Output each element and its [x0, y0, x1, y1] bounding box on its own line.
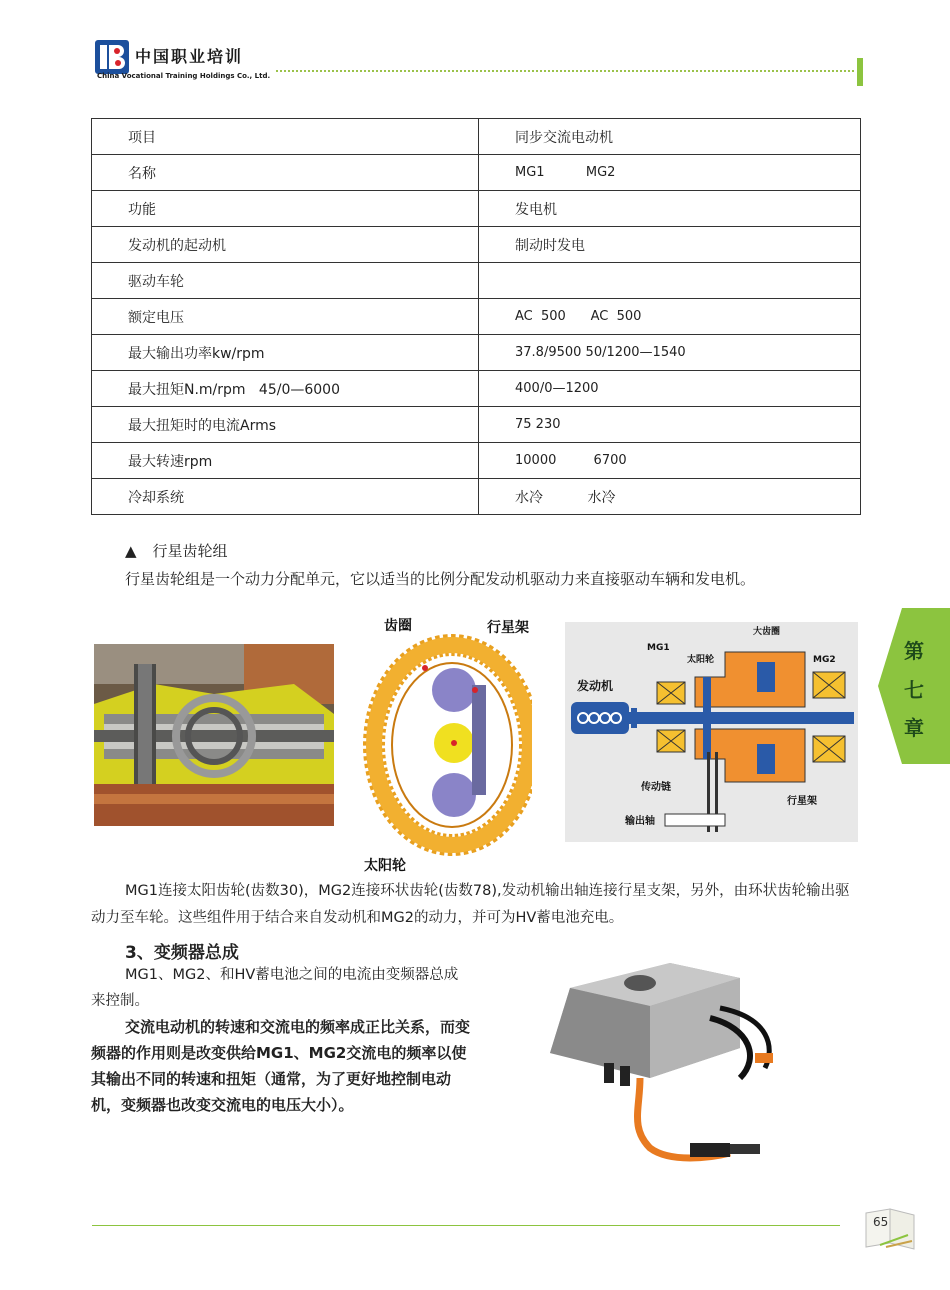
table-row [92, 299, 861, 335]
table-row [92, 335, 861, 371]
chapter-char-3: 章 [904, 716, 924, 740]
table-row [92, 263, 861, 299]
row-value: 同步交流电动机 [479, 119, 861, 155]
big-ring-label: 大齿圈 [753, 627, 781, 637]
open-book-icon [860, 1205, 920, 1255]
ring-gear-label: 齿圈 [384, 618, 412, 634]
output-shaft-label: 输出轴 [625, 816, 655, 827]
row-label: 最大扭矩N.m/rpm 45/0—6000 [92, 371, 479, 407]
transmission-cutaway-photo [94, 644, 334, 826]
chapter-char-2: 七 [904, 678, 924, 702]
row-value: 水冷 水冷 [479, 479, 861, 515]
engine-label: 发动机 [577, 679, 614, 693]
company-logo [95, 40, 129, 74]
planetary-gear-illustration [362, 610, 532, 875]
planetary-title: 行星齿轮组 [152, 542, 228, 560]
mg2-label: MG2 [813, 655, 836, 665]
table-row [92, 227, 861, 263]
row-label: 最大输出功率kw/rpm [92, 335, 479, 371]
sun-gear-label: 太阳轮 [364, 858, 406, 874]
planetary-heading [125, 540, 228, 561]
row-label: 项目 [92, 119, 479, 155]
chapter-char-1: 第 [904, 639, 924, 663]
row-label: 冷却系统 [92, 479, 479, 515]
row-label: 发动机的起动机 [92, 227, 479, 263]
row-label: 额定电压 [92, 299, 479, 335]
row-value: 400/0—1200 [479, 371, 861, 407]
row-value: 37.8/9500 50/1200—1540 [479, 335, 861, 371]
table-row [92, 479, 861, 515]
inverter-assembly-photo [540, 948, 780, 1168]
diagram-sun-label: 太阳轮 [687, 655, 715, 665]
table-row [92, 191, 861, 227]
table-row [92, 407, 861, 443]
row-label: 最大转速rpm [92, 443, 479, 479]
brand-name-en: China Vocational Training Holdings Co., Ltd. [97, 72, 271, 80]
table-row [92, 443, 861, 479]
table-row [92, 371, 861, 407]
row-label: 名称 [92, 155, 479, 191]
row-label: 最大扭矩时的电流Arms [92, 407, 479, 443]
header-divider [276, 70, 854, 72]
inverter-paragraph-2: 交流电动机的转速和交流电的频率成正比关系，而变频器的作用则是改变供给MG1、MG2交流电的频率以使其输出不同的转速和扭矩（通常，为了更好地控制电动机，变频器也改变交流电的电压大小）。 [91, 1018, 471, 1114]
row-label: 功能 [92, 191, 479, 227]
row-value: 10000 6700 [479, 443, 861, 479]
mg-connection-paragraph: MG1连接太阳齿轮(齿数30)，MG2连接环状齿轮(齿数78),发动机输出轴连接行星支架，另外，由环状齿轮输出驱动力至车轮。这些组件用于结合来自发动机和MG2的动力，并可为HV蓄电池充电。 [91, 883, 850, 926]
row-value: MG1 MG2 [479, 155, 861, 191]
diagram-carrier-label: 行星架 [787, 796, 817, 807]
mg1-label: MG1 [647, 643, 670, 653]
row-value: AC 500 AC 500 [479, 299, 861, 335]
row-value: 发电机 [479, 191, 861, 227]
row-label: 驱动车轮 [92, 263, 479, 299]
row-value [479, 263, 861, 299]
planetary-description: 行星齿轮组是一个动力分配单元，它以适当的比例分配发动机驱动力来直接驱动车辆和发电机。 [125, 570, 756, 588]
power-split-diagram [565, 622, 858, 842]
section-title: 3、变频器总成 [125, 943, 239, 963]
brand-name-cn: 中国职业培训 [135, 47, 244, 66]
table-row [92, 119, 861, 155]
page-number: 65 [873, 1215, 889, 1229]
motor-spec-table [91, 118, 861, 515]
row-value: 75 230 [479, 407, 861, 443]
triangle-bullet-icon: ▲ [125, 542, 137, 560]
table-row [92, 155, 861, 191]
chain-label: 传动链 [641, 782, 671, 793]
footer-divider [92, 1225, 840, 1226]
inverter-paragraph-1: MG1、MG2、和HV蓄电池之间的电流由变频器总成来控制。 [91, 967, 459, 1009]
carrier-label: 行星架 [487, 620, 529, 636]
header-accent-bar [857, 58, 863, 86]
row-value: 制动时发电 [479, 227, 861, 263]
